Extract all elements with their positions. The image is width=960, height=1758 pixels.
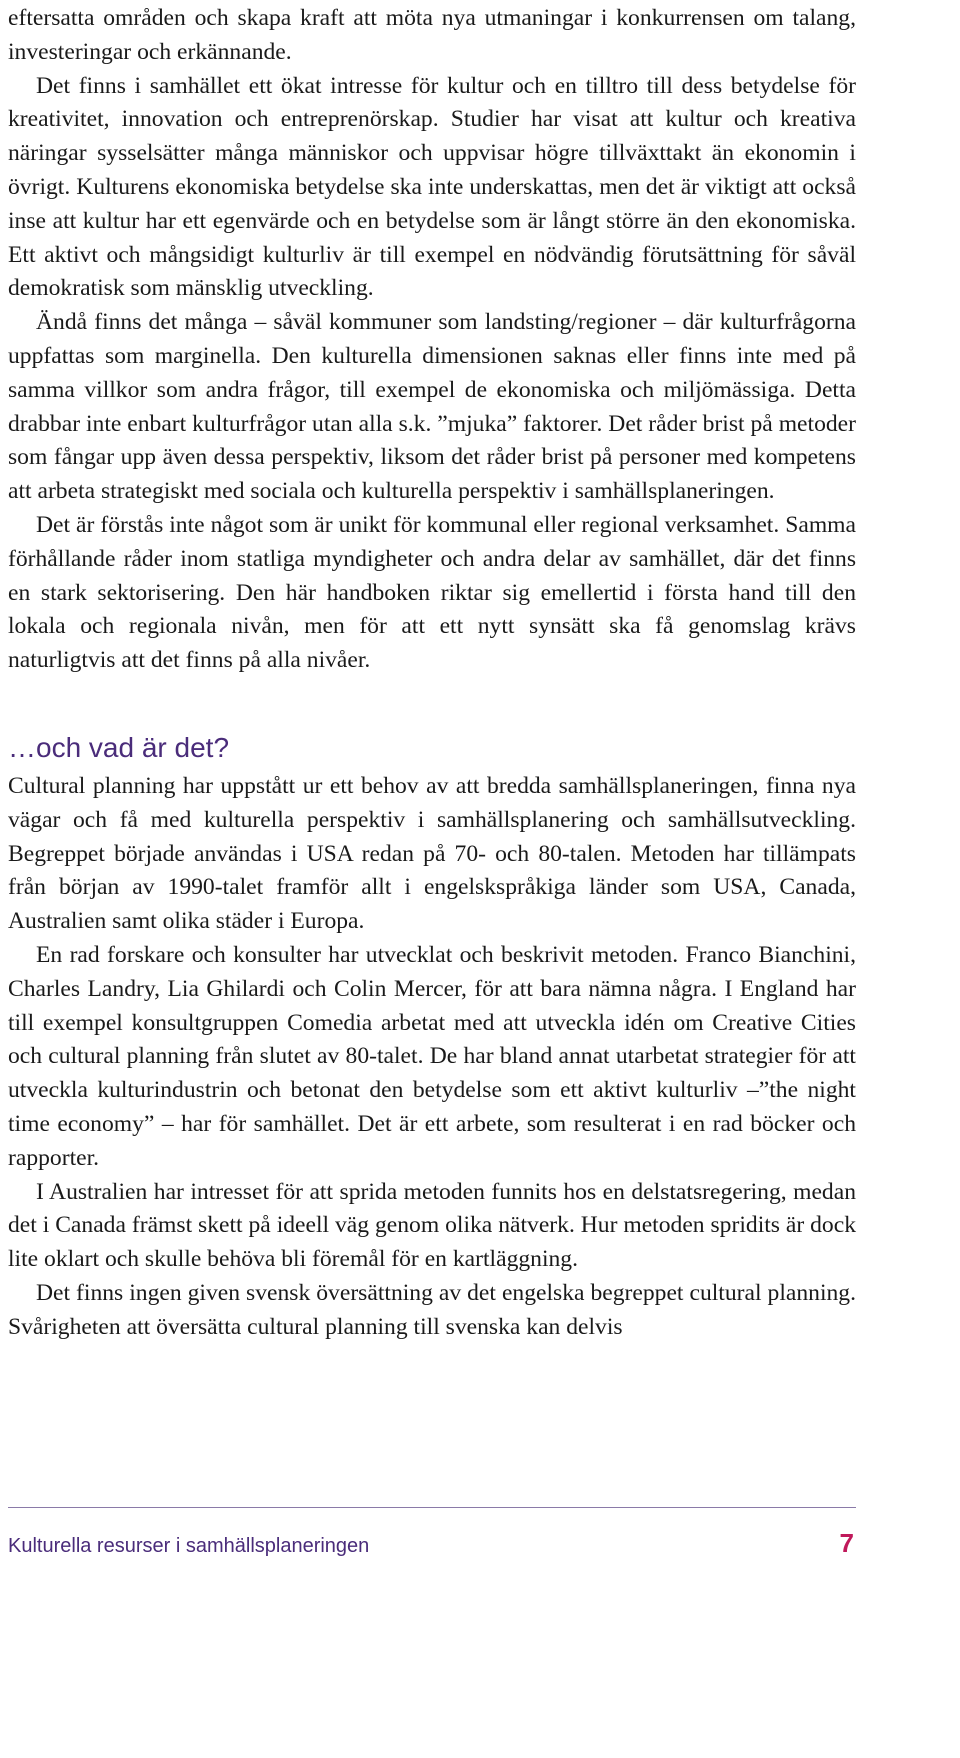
document-body — [8, 2, 856, 1344]
paragraph: Det är förstås inte något som är unikt för kommunal eller regional verksamhet. Samma förhållande råder inom statliga myndigheter och andra delar av samhället, där det finns en stark sektorisering. Den här handboken riktar sig emellertid i första hand till den lokala och regionala nivån, men för att ett nytt synsätt ska få genomslag krävs naturligtvis att det finns på alla nivåer. — [8, 511, 856, 674]
paragraph: Det finns ingen given svensk översättning av det engelska begreppet cultural planning. Svårigheten att översätta cultural planning till svenska kan delvis — [8, 1279, 856, 1340]
page-number: 7 — [839, 1528, 854, 1558]
paragraph: eftersatta områden och skapa kraft att möta nya utmaningar i konkurrensen om talang, investeringar och erkännande. — [8, 5, 856, 65]
paragraph: Cultural planning har uppstått ur ett behov av att bredda samhällsplaneringen, finna nya vägar och få med kulturella perspektiv i samhällsplanering och samhällsutveckling. Begreppet började användas i USA redan på 70- och 80-talen. Metoden har tillämpats från början av 1990-talet framför allt i engelskspråkiga länder som USA, Canada, Australien samt olika städer i Europa. — [8, 772, 856, 935]
paragraph: Det finns i samhället ett ökat intresse för kultur och en tilltro till dess betydelse för kreativitet, innovation och entreprenörskap. Studier har visat att kultur och kreativa näringar sysselsätter många människor och uppvisar högre tillväxttakt än ekonomin i övrigt. Kulturens ekonomiska betydelse ska inte underskattas, men det är viktigt att också inse att kultur har ett egenvärde och en betydelse som är långt större än den ekonomiska. Ett aktivt och mångsidigt kulturliv är till exempel en nödvändig förutsättning för såväl demokratisk som mänsklig utveckling. — [8, 72, 856, 302]
paragraph: Ändå finns det många – såväl kommuner som landsting/regioner – där kulturfrågorna uppfattas som marginella. Den kulturella dimensionen saknas eller finns inte med på samma villkor som andra frågor, till exempel de ekonomiska och miljömässiga. Detta drabbar inte enbart kulturfrågor utan alla s.k. ”mjuka” faktorer. Det råder brist på metoder som fångar upp även dessa perspektiv, liksom det råder brist på personer med kompetens att arbeta strategiskt med sociala och kulturella perspektiv i samhällsplaneringen. — [8, 309, 856, 505]
footer-divider — [8, 1507, 856, 1508]
footer-title: Kulturella resurser i samhällsplaneringen — [8, 1535, 370, 1557]
paragraph: I Australien har intresset för att sprida metoden funnits hos en delstatsregering, medan det i Canada främst skett på ideell väg genom olika nätverk. Hur metoden spridits är dock lite oklart och skulle behöva bli föremål för en kartläggning. — [8, 1178, 856, 1273]
paragraph: En rad forskare och konsulter har utvecklat och beskrivit metoden. Franco Bianchini, Charles Landry, Lia Ghilardi och Colin Mercer, för att bara nämna några. I England har till exempel konsultgruppen Comedia arbetat med att utveckla idén om Creative Cities och cultural planning från slutet av 80-talet. De har bland annat utarbetat strategier för att utveckla kulturindustrin och betonat den betydelse som ett aktivt kulturliv –”the night time economy” – har för samhället. Det är ett arbete, som resulterat i en rad böcker och rapporter. — [8, 941, 856, 1171]
section-heading: …och vad är det? — [8, 731, 230, 763]
